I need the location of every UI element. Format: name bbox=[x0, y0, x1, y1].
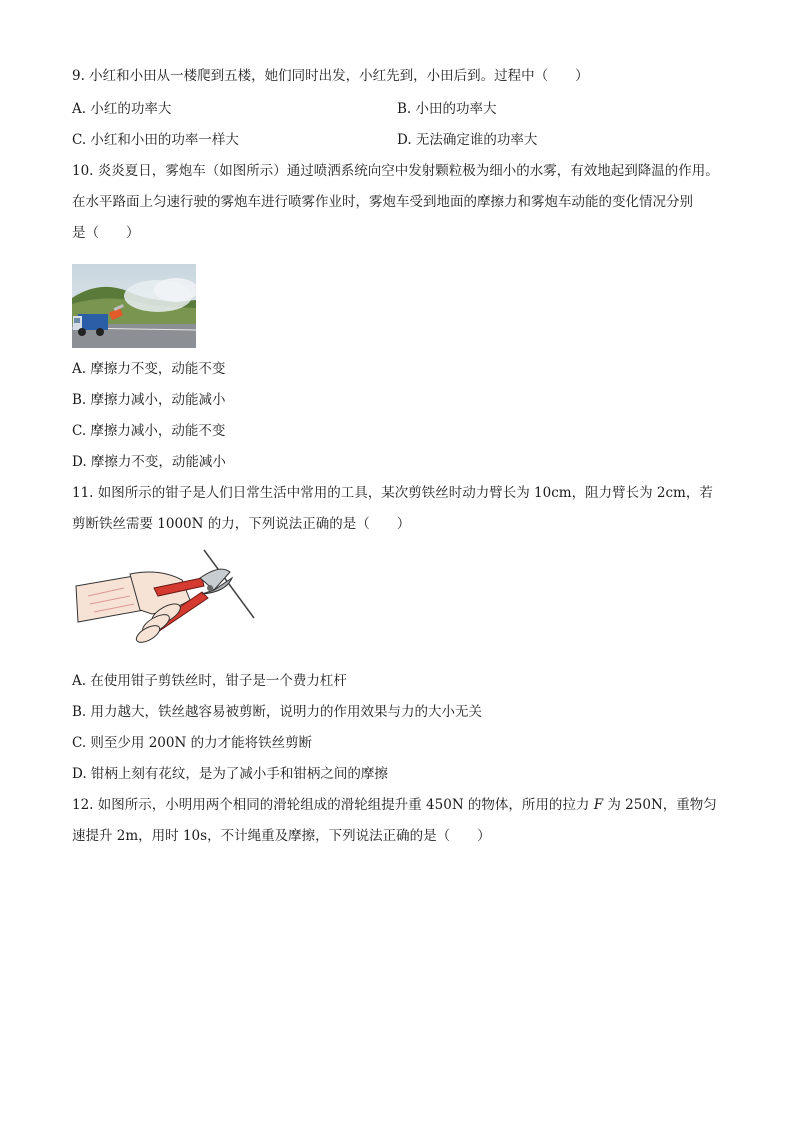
q9-option-d: D. 无法确定谁的功率大 bbox=[397, 132, 538, 148]
q9-stem: 9. 小红和小田从一楼爬到五楼，她们同时出发，小红先到，小田后到。过程中（ ） bbox=[72, 68, 589, 84]
q10-stem-line-3: 是（ ） bbox=[72, 225, 140, 241]
q10-option-d: D. 摩擦力不变，动能减小 bbox=[72, 454, 226, 470]
q10-stem-line-1: 10. 炎炎夏日，雾炮车（如图所示）通过喷洒系统向空中发射颗粒极为细小的水雾，有效地起到降温的作用。 bbox=[72, 163, 719, 179]
q11-stem-line-1: 11. 如图所示的钳子是人们日常生活中常用的工具，某次剪铁丝时动力臂长为 10cm，阻力臂长为 2cm，若 bbox=[72, 485, 713, 501]
q11-option-a: A. 在使用钳子剪铁丝时，钳子是一个费力杠杆 bbox=[72, 673, 347, 689]
q11-option-c: C. 则至少用 200N 的力才能将铁丝剪断 bbox=[72, 735, 313, 751]
q12-stem-part-1: 12. 如图所示，小明用两个相同的滑轮组成的滑轮组提升重 450N 的物体，所用的拉力 bbox=[72, 797, 594, 813]
q9-option-c: C. 小红和小田的功率一样大 bbox=[72, 132, 239, 148]
q10-option-c: C. 摩擦力减小，动能不变 bbox=[72, 423, 226, 439]
q12-stem-part-2: 为 250N，重物匀 bbox=[603, 797, 717, 813]
q11-stem-line-2: 剪断铁丝需要 1000N 的力，下列说法正确的是（ ） bbox=[72, 516, 411, 532]
pliers-cutting-wire-image bbox=[74, 548, 258, 646]
q9-option-b: B. 小田的功率大 bbox=[397, 101, 497, 117]
q9-option-a: A. 小红的功率大 bbox=[72, 101, 172, 117]
q10-option-a: A. 摩擦力不变，动能不变 bbox=[72, 361, 226, 377]
q10-stem-line-2: 在水平路面上匀速行驶的雾炮车进行喷雾作业时，雾炮车受到地面的摩擦力和雾炮车动能的变化情况分别 bbox=[72, 194, 693, 210]
q12-force-variable: F bbox=[593, 797, 604, 813]
q12-stem-line-1 bbox=[72, 796, 717, 814]
fog-cannon-truck-image bbox=[72, 264, 196, 348]
q12-stem-line-2: 速提升 2m，用时 10s，不计绳重及摩擦，下列说法正确的是（ ） bbox=[72, 828, 491, 844]
q10-option-b: B. 摩擦力减小，动能减小 bbox=[72, 392, 226, 408]
q11-option-d: D. 钳柄上刻有花纹，是为了减小手和钳柄之间的摩擦 bbox=[72, 766, 388, 782]
q11-option-b: B. 用力越大，铁丝越容易被剪断，说明力的作用效果与力的大小无关 bbox=[72, 704, 483, 720]
